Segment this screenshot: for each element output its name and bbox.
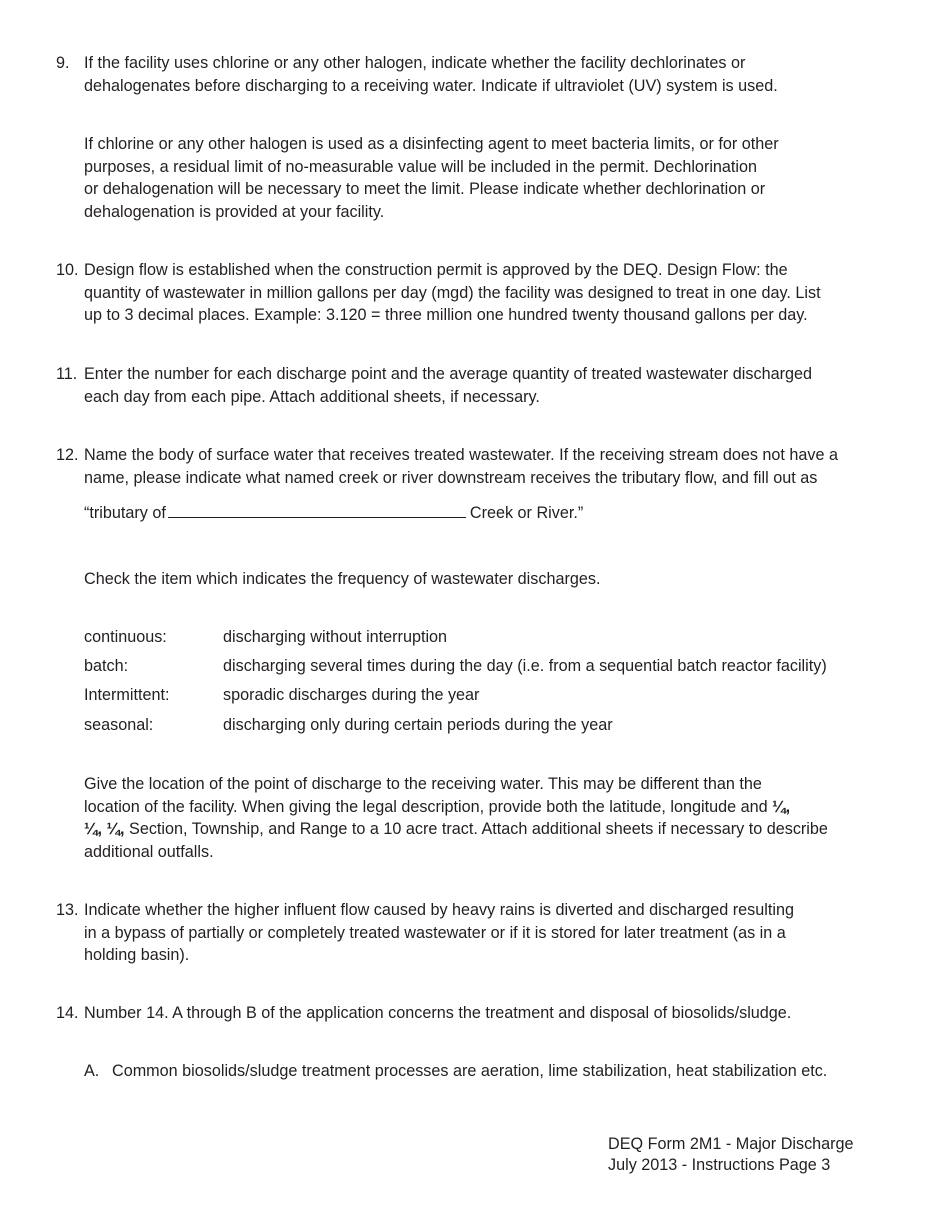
item-text-line: holding basin). xyxy=(84,946,190,965)
tributary-blank-line xyxy=(168,502,466,518)
item-text-line: Indicate whether the higher influent flow caused by heavy rains is diverted and discharged resulting xyxy=(84,901,794,919)
frequency-definition: discharging without interruption xyxy=(223,628,448,646)
frequency-definition: discharging several times during the day (i.e. from a sequential batch reactor facility) xyxy=(223,657,827,675)
item-text-line: Design flow is established when the construction permit is approved by the DEQ. Design Flow: the xyxy=(84,261,788,279)
note-line: purposes, a residual limit of no-measurable value will be included in the permit. Dechlorination xyxy=(84,157,758,176)
location-line: additional outfalls. xyxy=(84,842,214,861)
quarter-symbol: ¼ xyxy=(772,797,786,816)
item-number: 14. xyxy=(56,1004,79,1022)
tributary-prefix: “tributary of xyxy=(84,504,166,522)
instruction-item-9 xyxy=(56,52,906,97)
tributary-fill-in xyxy=(84,502,914,525)
item-text-line: in a bypass of partially or completely treated wastewater or if it is stored for later treatment (as in a xyxy=(84,923,786,942)
frequency-term: Intermittent: xyxy=(84,686,170,704)
location-line: Section, Township, and Range to a 10 acre tract. Attach additional sheets if necessary to describe xyxy=(129,820,828,839)
item-number: 12. xyxy=(56,446,79,464)
instruction-item-14 xyxy=(56,1002,906,1025)
instruction-item-10 xyxy=(56,259,906,327)
note-line: If chlorine or any other halogen is used as a disinfecting agent to meet bacteria limits, or for other xyxy=(84,135,779,153)
item-text-line: If the facility uses chlorine or any other halogen, indicate whether the facility dechlorinates or xyxy=(84,54,746,72)
item-text-line: up to 3 decimal places. Example: 3.120 = three million one hundred twenty thousand gallons per day. xyxy=(84,306,808,325)
location-line: Give the location of the point of discharge to the receiving water. This may be different than the xyxy=(84,775,762,793)
footer-page-info: July 2013 - Instructions Page 3 xyxy=(608,1156,831,1174)
frequency-definition: sporadic discharges during the year xyxy=(223,686,480,704)
discharge-location-note: Give the location of the point of discharge to the receiving water. This may be different than the location of the facility. When giving the legal description, provide both the latitude, longitude and ¼, ¼, ¼, Section, Township, and Range to a 10 acre tract. Attach additional sheets if necessary to describe additional outfalls. xyxy=(84,773,914,863)
item-number: 10. xyxy=(56,261,79,279)
frequency-definition: discharging only during certain periods during the year xyxy=(223,716,613,734)
note-line: or dehalogenation will be necessary to meet the limit. Please indicate whether dechlorination or xyxy=(84,180,766,199)
footer-form-name: DEQ Form 2M1 - Major Discharge xyxy=(608,1135,854,1153)
item-text-line: Number 14. A through B of the application concerns the treatment and disposal of biosolids/sludge. xyxy=(84,1004,792,1022)
item-text-line: name, please indicate what named creek or river downstream receives the tributary flow, and fill out as xyxy=(84,468,818,487)
frequency-intro xyxy=(84,568,914,591)
instruction-item-12 xyxy=(56,444,906,489)
item-text-line: Enter the number for each discharge point and the average quantity of treated wastewater discharged xyxy=(84,365,812,383)
frequency-intro-text: Check the item which indicates the frequency of wastewater discharges. xyxy=(84,570,601,588)
item-number: 13. xyxy=(56,901,79,919)
frequency-term: seasonal: xyxy=(84,716,154,734)
page-footer xyxy=(608,1134,854,1176)
quarter-symbol: ¼ xyxy=(106,820,121,839)
instruction-item-13 xyxy=(56,899,906,967)
item-number: 9. xyxy=(56,54,70,72)
quarter-symbol: ¼ xyxy=(84,820,98,839)
chlorine-note xyxy=(84,133,914,223)
sub-item-text: Common biosolids/sludge treatment processes are aeration, lime stabilization, heat stabilization etc. xyxy=(112,1062,828,1080)
frequency-term: batch: xyxy=(84,657,129,675)
item-text-line: Name the body of surface water that receives treated wastewater. If the receiving stream does not have a xyxy=(84,446,839,464)
tributary-suffix: Creek or River.” xyxy=(469,504,584,522)
sub-item-letter: A. xyxy=(84,1062,100,1080)
item-text-line: dehalogenates before discharging to a receiving water. Indicate if ultraviolet (UV) system is used. xyxy=(84,76,778,95)
instruction-item-11 xyxy=(56,363,906,408)
location-line: location of the facility. When giving the legal description, provide both the latitude, longitude and xyxy=(84,797,768,816)
note-line: dehalogenation is provided at your facility. xyxy=(84,202,385,221)
item-text-line: quantity of wastewater in million gallons per day (mgd) the facility was designed to treat in one day. List xyxy=(84,283,821,302)
item-text-line: each day from each pipe. Attach additional sheets, if necessary. xyxy=(84,387,540,406)
item-number: 11. xyxy=(56,365,78,383)
frequency-term: continuous: xyxy=(84,628,167,646)
